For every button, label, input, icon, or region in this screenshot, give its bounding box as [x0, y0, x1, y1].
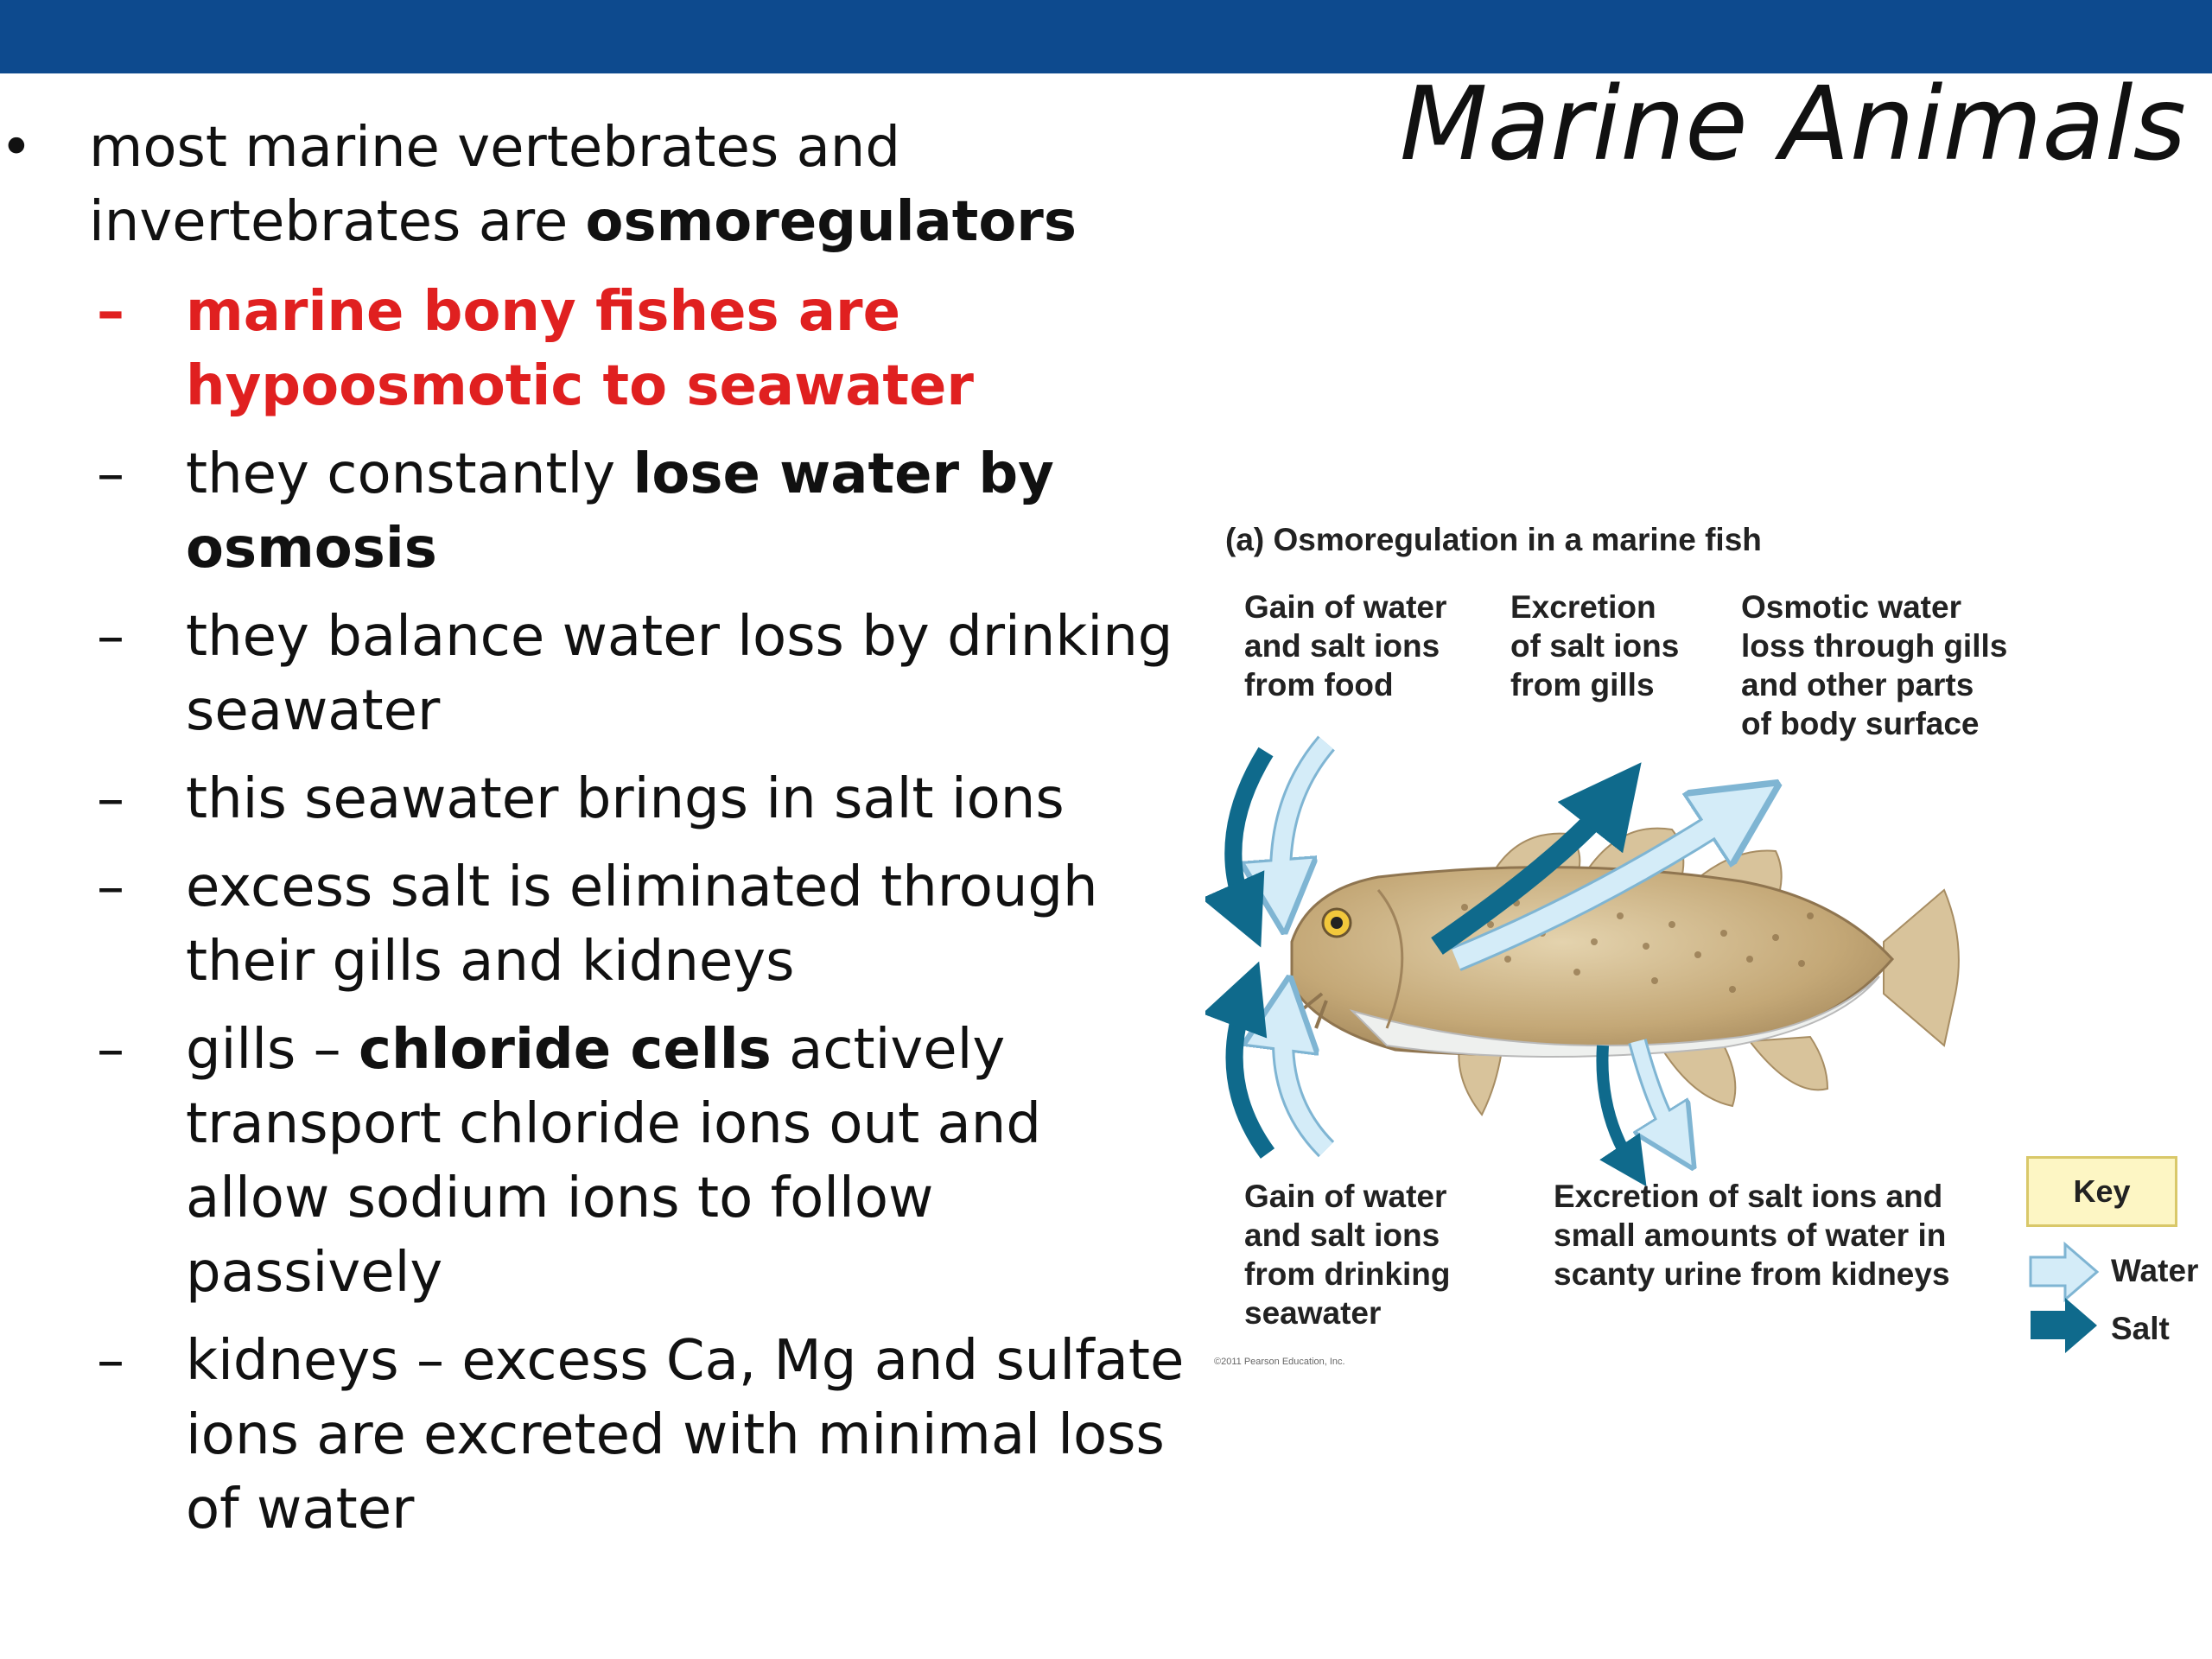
- label-gain-drinking: [1244, 1177, 1450, 1332]
- sub-bullet-dash: –: [97, 605, 124, 669]
- sub-bullet-dash: –: [97, 280, 124, 344]
- label-line: Gain of water: [1244, 589, 1447, 625]
- sub-bullet-dash: –: [97, 1329, 124, 1393]
- label-line: from food: [1244, 667, 1394, 702]
- slide-title: Marine Animals: [1399, 64, 2186, 183]
- label-line: from drinking: [1244, 1256, 1451, 1292]
- bullet-list: [0, 111, 1210, 1560]
- sub-bullet-bold-text: lose water by osmosis: [186, 442, 1054, 581]
- salt-arrow-kidney: [1602, 1046, 1633, 1166]
- key-arrows: [2031, 1244, 2097, 1353]
- label-osmotic-loss: [1741, 588, 2007, 743]
- bullet-text: most marine vertebrates and invertebrates are: [89, 116, 900, 254]
- label-line: scanty urine from kidneys: [1554, 1256, 1950, 1292]
- top-banner: [0, 0, 2212, 73]
- label-line: from gills: [1510, 667, 1655, 702]
- label-line: and other parts: [1741, 667, 1974, 702]
- salt-arrow-food: [1233, 752, 1266, 916]
- key-water-label: Water: [2111, 1253, 2199, 1288]
- label-line: and salt ions: [1244, 628, 1440, 664]
- sub-bullet-item: [0, 437, 1192, 586]
- label-line: of body surface: [1741, 706, 1980, 741]
- label-gain-food: [1244, 588, 1446, 704]
- label-line: small amounts of water in: [1554, 1217, 1947, 1253]
- label-line: Excretion of salt ions and: [1554, 1179, 1943, 1214]
- sub-bullet-text: gills –: [186, 1018, 359, 1082]
- sub-bullet-text: this seawater brings in salt ions: [186, 767, 1065, 831]
- sub-bullet-dash: –: [97, 1018, 124, 1082]
- key-salt-label: Salt: [2111, 1311, 2170, 1346]
- sub-bullet-bold-text: chloride cells: [359, 1018, 772, 1082]
- osmoregulation-figure: [1205, 510, 2212, 1387]
- label-line: seawater: [1244, 1295, 1382, 1331]
- label-line: and salt ions: [1244, 1217, 1440, 1253]
- sub-bullet-dash: –: [97, 442, 124, 506]
- sub-bullet-text: kidneys – excess Ca, Mg and sulfate ions are excreted with minimal loss of water: [186, 1329, 1185, 1541]
- sub-bullet-text: excess salt is eliminated through their gills and kidneys: [186, 855, 1098, 994]
- figure-caption: (a) Osmoregulation in a marine fish: [1225, 522, 1762, 557]
- key-water-arrow: [2031, 1244, 2097, 1300]
- label-excretion-kidneys: [1554, 1177, 1950, 1294]
- key-salt-arrow: [2031, 1298, 2097, 1353]
- label-excretion-gills: [1510, 588, 1679, 704]
- sub-bullet-item: [0, 762, 1192, 836]
- bullet-item: [0, 111, 1210, 259]
- label-line: loss through gills: [1741, 628, 2008, 664]
- sub-bullet-item: [0, 275, 1192, 423]
- sub-bullet-red-text: marine bony fishes are hypoosmotic to seawater: [186, 280, 974, 418]
- label-line: Gain of water: [1244, 1179, 1447, 1214]
- sub-bullet-item: [0, 1324, 1192, 1547]
- sub-bullet-item: [0, 850, 1192, 999]
- sub-bullet-dash: –: [97, 767, 124, 831]
- bullet-bold-text: osmoregulators: [585, 190, 1077, 254]
- sub-bullet-dash: –: [97, 855, 124, 919]
- label-line: of salt ions: [1510, 628, 1680, 664]
- sub-bullet-list: [0, 275, 1210, 1547]
- sub-bullet-text: they constantly: [186, 442, 633, 506]
- label-line: Osmotic water: [1741, 589, 1961, 625]
- sub-bullet-item: [0, 600, 1192, 748]
- key-box: Key: [2026, 1156, 2177, 1227]
- bullet-marker: •: [0, 116, 33, 180]
- label-line: Excretion: [1510, 589, 1656, 625]
- sub-bullet-item: [0, 1013, 1192, 1310]
- copyright-note: ©2011 Pearson Education, Inc.: [1214, 1357, 1345, 1367]
- sub-bullet-text: they balance water loss by drinking seawater: [186, 605, 1173, 743]
- salt-arrow-drinking: [1235, 994, 1268, 1154]
- sub-bullet-text-after: actively transport chloride ions out and allow sodium ions to follow passively: [186, 1018, 1041, 1305]
